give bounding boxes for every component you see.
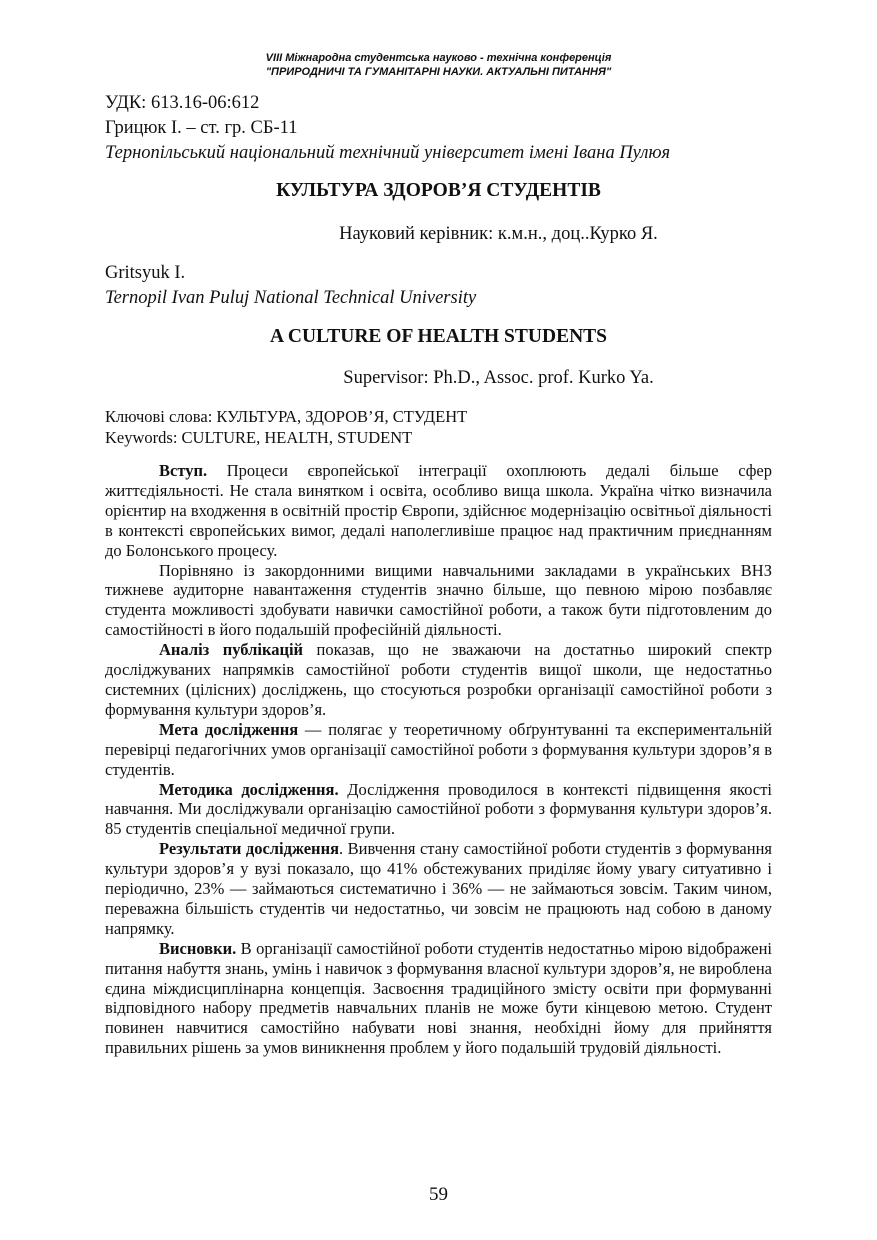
paragraph-conclusions [105,939,772,1058]
author-en: Gritsyuk I. [105,263,186,283]
paragraph-text: Процеси європейської інтеграції охоплюють дедалі більше сфер життєдіяльності. Не стала винятком і освіта, особливо вища школа. Україна чітко визначила орієнтир на входження в освітній простір Європи, здійснює модернізацію освітньої діяльності в контексті європейських вимог, дедалі наполегливіше працює над практичним приєднанням до Болонського процесу. [105,461,772,560]
supervisor-en: Supervisor: Ph.D., Assoc. prof. Kurko Ya. [343,368,654,388]
page-number: 59 [429,1184,448,1205]
paragraph-text: показав, що не зважаючи на достатньо широкий спектр досліджуваних напрямків самостійної роботи студентів вищої школи, ще недостатньо системних (цілісних) досліджень, що стосуються розробки організації самостійної роботи з формування культури здоров’я. [105,640,772,719]
paragraph-analysis [105,640,772,720]
paragraph-text: Дослідження проводилося в контексті підвищення якості навчання. Ми досліджували організацію самостійної роботи з формування культури здоров’я. 85 студентів спеціальної медичної групи. [105,779,772,839]
conference-header-line-1: VIII Міжнародна студентська науково - технічна конференція [265,52,612,64]
paragraph-lead: Вступ. [159,461,208,480]
paragraph-lead: Аналіз публікацій [159,640,304,660]
conference-header-line-2: "ПРИРОДНИЧІ ТА ГУМАНІТАРНІ НАУКИ. АКТУАЛЬНІ ПИТАННЯ" [265,66,612,78]
paragraph-text: . Вивчення стану самостійної роботи студентів з формування культури здоров’я у вузі показало, що 41% обстежуваних приділяє йому увагу ситуативно і періодично, 23% — займаються систематично і 36% — не займаються зовсім. Таким чином, переважна більшість студентів чи недостатньо, чи зовсім не працюють над собою в даному напрямку. [105,839,773,938]
affiliation-en: Ternopil Ivan Puluj National Technical University [105,288,477,308]
paragraph-results [105,839,772,939]
title-en: A CULTURE OF HEALTH STUDENTS [269,326,608,347]
title-uk: КУЛЬТУРА ЗДОРОВ’Я СТУДЕНТІВ [276,180,601,201]
paragraph-lead: Методика дослідження. [159,779,339,799]
paragraph-aim [105,720,772,780]
paragraph-comparison [105,561,772,641]
affiliation-uk: Тернопільський національний технічний університет імені Івана Пулюя [105,143,671,163]
keywords-en: Keywords: CULTURE, HEALTH, STUDENT [105,428,413,447]
paragraph-text: В організації самостійної роботи студентів недостатньо мірою відображені питання набуття знань, умінь і навичок з формування власної культури здоров’я, не вироблена єдина міждисциплінарна концепція. Засвоєння традиційного змісту освіти при формуванні відповідного набору предметів навчальних планів не може бути кінцевою метою. Студент повинен навчитися самостійно набувати нові знання, необхідні йому для прийняття правильних рішень за умов виникнення проблем у його подальшій трудовій діяльності. [105,938,772,1058]
paragraph-intro [105,461,772,561]
paragraph-lead: Висновки. [159,938,237,958]
paragraph-method [105,780,772,840]
paragraph-lead: Результати дослідження [159,839,340,859]
article-body [105,461,772,1058]
paragraph-text: Порівняно із закордонними вищими навчальними закладами в українських ВНЗ тижневе аудиторне навантаження студентів значно більше, що певною мірою позбавляє студента можливості здобувати навички самостійної роботи, а також бути підготовленим до самостійності в його подальшій професійній діяльності. [105,560,772,640]
author-uk: Грицюк І. – ст. гр. СБ-11 [105,118,298,138]
supervisor-uk: Науковий керівник: к.м.н., доц..Курко Я. [339,224,658,244]
paragraph-lead: Мета дослідження [159,719,299,739]
keywords-uk: Ключові слова: КУЛЬТУРА, ЗДОРОВ’Я, СТУДЕНТ [105,407,468,426]
udk-code: УДК: 613.16-06:612 [105,93,260,113]
paragraph-text: — полягає у теоретичному обґрунтуванні та експериментальній перевірці педагогічних умов організації самостійної роботи з формування культури здоров’я в студентів. [105,719,772,779]
conference-header [0,51,877,79]
